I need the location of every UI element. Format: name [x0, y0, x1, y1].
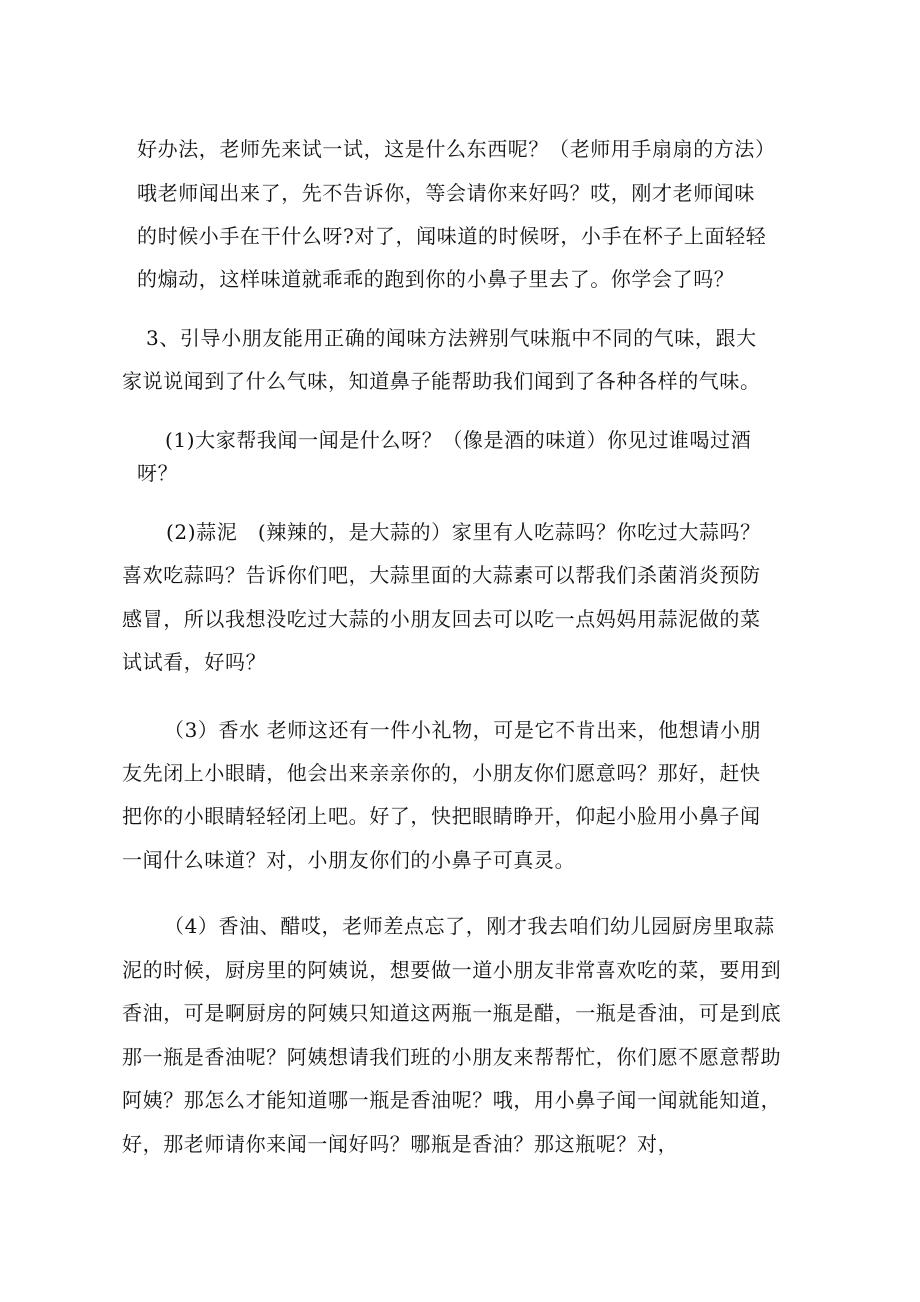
text-line: 好办法，老师先来试一试，这是什么东西呢？（老师用手扇扇的方法）: [137, 137, 776, 161]
text-line: 那一瓶是香油呢？阿姨想请我们班的小朋友来帮帮忙，你们愿不愿意帮助: [122, 1045, 782, 1069]
text-line: （4）香油、醋哎，老师差点忘了，刚才我去咱们幼儿园厨房里取蒜: [164, 914, 775, 938]
text-line: 家说说闻到了什么气味，知道鼻子能帮助我们闻到了各种各样的气味。: [122, 369, 761, 393]
text-line: 一闻什么味道？对，小朋友你们的小鼻子可真灵。: [122, 848, 576, 872]
text-line: 哦老师闻出来了，先不告诉你，等会请你来好吗？哎，刚才老师闻味: [137, 181, 755, 205]
text-line: 喜欢吃蒜吗？告诉你们吧，大蒜里面的大蒜素可以帮我们杀菌消炎预防: [122, 563, 761, 587]
text-line: 好，那老师请你来闻一闻好吗？哪瓶是香油？那这瓶呢？对，: [122, 1132, 679, 1156]
text-line: 感冒，所以我想没吃过大蒜的小朋友回去可以吃一点妈妈用蒜泥做的菜: [122, 607, 761, 631]
text-line: 友先闭上小眼睛，他会出来亲亲你的，小朋友你们愿意吗？那好，赶快: [122, 761, 761, 785]
text-line: 香油，可是啊厨房的阿姨只知道这两瓶一瓶是醋，一瓶是香油，可是到底: [122, 1001, 782, 1025]
text-line: 3、引导小朋友能用正确的闻味方法辨别气味瓶中不同的气味，跟大: [146, 326, 757, 350]
text-line: 泥的时候，厨房里的阿姨说，想要做一道小朋友非常喜欢吃的菜，要用到: [122, 958, 782, 982]
text-line: 的时候小手在干什么呀?对了，闻味道的时候呀，小手在杯子上面轻轻: [137, 224, 767, 248]
text-line: (2)蒜泥 (辣辣的，是大蒜的）家里有人吃蒜吗？你吃过大蒜吗？: [166, 520, 761, 544]
text-line: (1)大家帮我闻一闻是什么呀？（像是酒的味道）你见过谁喝过酒: [165, 428, 752, 452]
text-line: 试试看，好吗？: [122, 650, 267, 674]
text-line: （3）香水 老师这还有一件小礼物，可是它不肯出来，他想请小朋: [164, 718, 762, 742]
text-line: 阿姨？那怎么才能知道哪一瓶是香油呢？哦，用小鼻子闻一闻就能知道，: [122, 1088, 782, 1112]
text-line: 的煽动，这样味道就乖乖的跑到你的小鼻子里去了。你学会了吗？: [137, 267, 735, 291]
text-line: 呀？: [137, 461, 179, 485]
text-line: 把你的小眼睛轻轻闭上吧。好了，快把眼睛睁开，仰起小脸用小鼻子闻: [122, 804, 761, 828]
